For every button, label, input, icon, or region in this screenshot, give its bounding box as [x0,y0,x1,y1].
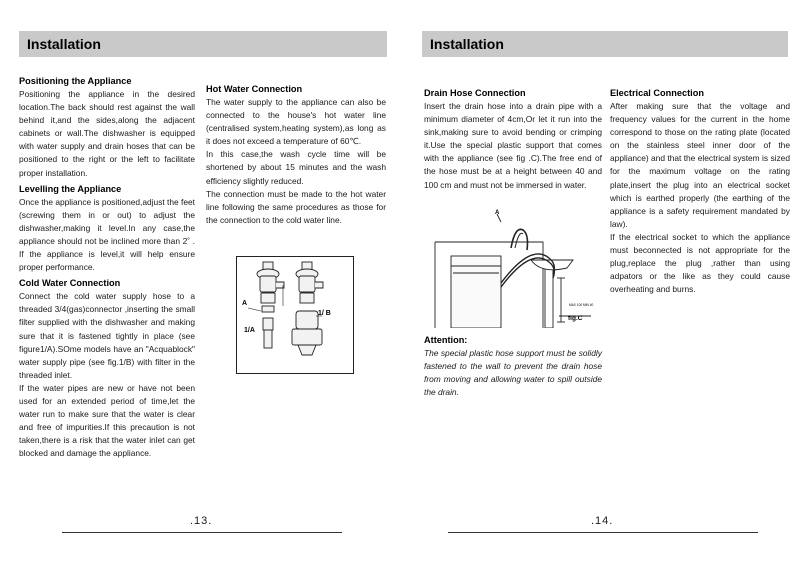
right-footer-rule [448,532,758,533]
electrical-body-1: After making sure that the voltage and frequency values for the current in the home correspond to those on the rating plate (located on the stainless steel inner door of the appliance) and that the electrical system is sized for the maximum voltage on the rating plate,insert the plug into an electrical socket which is earthed properly (the earthing of the appliance is a safety requirement mandated by law). [610,101,790,229]
figure-label-a: A [242,300,248,307]
hot-water-body-2: In this case,the wash cycle time will be shortened by about 15 minutes and the wash efficiency slightly reduced. [206,149,386,186]
hot-water-column [206,83,386,227]
left-page-header: Installation [19,31,387,57]
attention-body: The special plastic hose support must be solidly fastened to the wall to prevent the drain hose from moving and allowing water to spill outside the drain. [424,348,602,398]
levelling-body: Once the appliance is positioned,adjust the feet (screwing them in or out) to adjust the dishwasher,making it level.In any case,the appliance should not be inclined more than 2˚ . If the appliance is level,it will help ensure proper performance. [19,196,195,273]
left-column [19,75,195,460]
cold-water-body-2: If the water pipes are new or have not been used for an extended period of time,let the water run to make sure that the water is clear and free of impurities.If this precaution is not taken,there is a risk that the water inlet can get blocked and damage the appliance. [19,382,195,459]
cold-water-body-1: Connect the cold water supply hose to a threaded 3/4(gas)connector ,inserting the small filter supplied with the dishwasher and making sure that it is fastened tightly in place (see figure1/A).SOme models have an "Acquablock" water supply pipe (see fig.1/B) with filter in the threaded inlet. [19,291,195,380]
levelling-heading: Levelling the Appliance [19,183,122,194]
left-footer-rule [62,532,342,533]
figure-c-label: fig.C [568,315,583,322]
hot-water-body-3: The connection must be made to the hot water line following the same procedures as those for the connection to the cold water line. [206,188,386,225]
drain-hose-column [424,87,602,192]
left-page-number: .13. [190,515,213,527]
figure-label-1b: 1/ B [318,310,331,317]
figure-c-measure: MAX 100 MIN 40 [569,303,594,307]
figure-c-label-a: A [495,210,500,216]
positioning-body: Positioning the appliance in the desired location.The back should rest against the wall behind it,and the sides,along the adjacent cabinets or wall.The dishwasher is equipped with water supply and drain hoses that can be positioned to the right or the left to facilitate proper installation. [19,89,195,178]
drain-hose-figure [431,208,599,328]
positioning-heading: Positioning the Appliance [19,76,132,86]
drain-hose-body: Insert the drain hose into a drain pipe with a minimum diameter of 4cm,Or let it run into the sink,making sure to avoid bending or crimping it.Use the special plastic support that comes with the appliance (see fig .C).The free end of the hose must be at a height between 40 and 100 cm and must not be immersed in water. [424,101,602,190]
electrical-column [610,87,790,296]
drain-hose-heading: Drain Hose Connection [424,88,526,98]
right-page [404,0,808,563]
attention-column [424,334,602,399]
electrical-body-2: If the electrical socket to which the appliance must beconnected is not appropriate for the plug,replace the plug ,rather than using adpators or the like as they could cause overheating and burns. [610,231,790,295]
right-page-number: .14. [591,515,614,527]
right-page-header: Installation [422,31,788,57]
hot-water-body-1: The water supply to the appliance can also be connected to the house's hot water line (centralised system,heating system),as long as it does not exceed a temperature of 60℃. [206,97,386,147]
figure-label-1a: 1/A [244,327,255,334]
cold-water-heading: Cold Water Connection [19,278,121,289]
hot-water-heading: Hot Water Connection [206,84,303,94]
attention-heading: Attention: [424,335,468,345]
electrical-heading: Electrical Connection [610,88,704,98]
water-connector-figure [236,256,354,374]
